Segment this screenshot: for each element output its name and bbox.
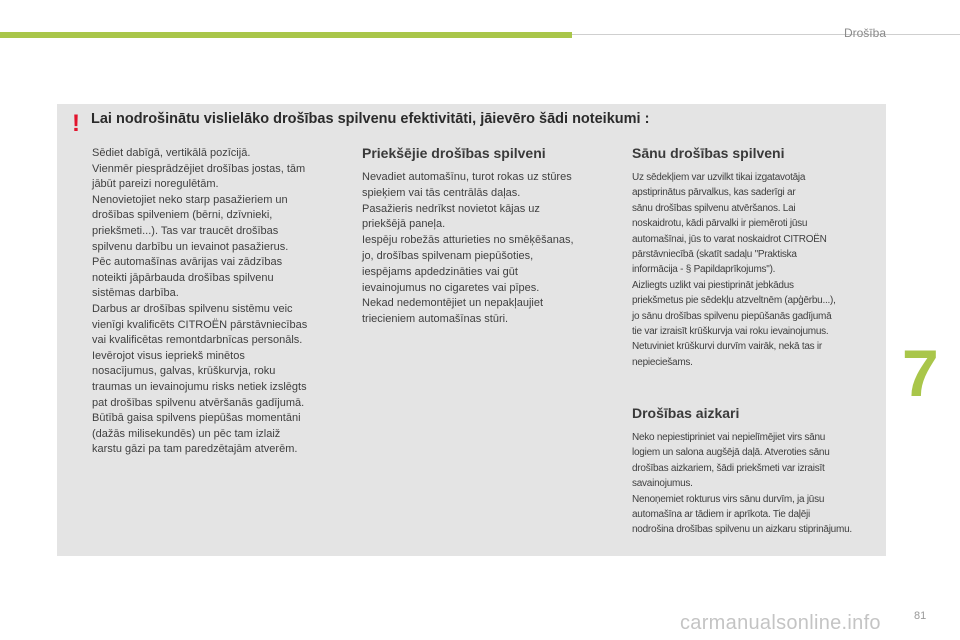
- side-airbags-section: [632, 144, 887, 370]
- text-line: Vienmēr piesprādzējiet drošības jostas, tām: [92, 162, 306, 175]
- text-line: Pēc automašīnas avārijas vai zādzības: [92, 256, 283, 269]
- front-airbags-text: [362, 170, 617, 328]
- text-line: vai kvalificētas remontdarbnīcas personāls.: [92, 334, 303, 347]
- text-line: noskaidrotu, kādi pārvalki ir piemēroti jūsu: [632, 218, 808, 230]
- text-line: Nenoņemiet rokturus virs sānu durvīm, ja jūsu: [632, 493, 825, 505]
- side-airbags-text: [632, 170, 887, 370]
- curtain-airbags-section: [632, 404, 887, 538]
- text-line: Ievērojot visus iepriekš minētos: [92, 349, 245, 362]
- warning-headline: Lai nodrošinātu vislielāko drošības spilvenu efektivitāti, jāievēro šādi noteikumi :: [91, 111, 650, 127]
- text-line: iespējams apdedzināties vai gūt: [362, 265, 518, 278]
- text-line: (dažās milisekundēs) un pēc tam izlaiž: [92, 427, 281, 440]
- text-line: Neko nepiestipriniet vai nepielīmējiet virs sānu: [632, 432, 826, 443]
- text-line: priekšmeti...). Tas var traucēt drošības: [92, 224, 279, 237]
- text-line: automašīna ar tādiem ir aprīkota. Tie daļēji: [632, 509, 810, 521]
- text-line: Aizliegts uzlikt vai piestiprināt jebkādus: [632, 279, 794, 291]
- text-line: sistēmas darbība.: [92, 287, 179, 300]
- text-line: spieķiem vai tās centrālās daļas.: [362, 186, 521, 199]
- text-line: traumas un ievainojumu risks netiek izslēgts: [92, 380, 307, 393]
- text-line: drošības aizkariem, šādi priekšmeti var izraisīt: [632, 462, 825, 474]
- text-line: informācija - § Papildaprīkojums").: [632, 264, 776, 276]
- text-line: triecieniem automašīnas stūri.: [362, 313, 509, 326]
- text-line: jābūt pareizi noregulētām.: [92, 178, 219, 191]
- text-line: automašīnai, jūs to varat noskaidrot CITROËN: [632, 233, 827, 245]
- curtain-airbags-heading: Drošības aizkari: [632, 405, 740, 421]
- text-line: priekšmetus pie sēdekļu atzveltnēm (apģērbu...),: [632, 295, 836, 307]
- front-airbags-section: [362, 144, 617, 328]
- text-line: savainojumus.: [632, 478, 693, 490]
- text-line: apstiprinātus pārvalkus, kas saderīgi ar: [632, 187, 796, 199]
- curtain-airbags-text: [632, 430, 887, 538]
- text-line: Sēdiet dabīgā, vertikālā pozīcijā.: [92, 147, 251, 159]
- text-line: nepieciešams.: [632, 356, 693, 368]
- header-accent-bar: [0, 32, 572, 38]
- side-airbags-heading: Sānu drošības spilveni: [632, 145, 785, 161]
- text-line: karstu gāzi pa tam paredzētajām atverēm.: [92, 443, 298, 456]
- text-line: vienīgi kvalificēts CITROËN pārstāvniecības: [92, 318, 308, 331]
- text-line: spilvenu darbību un ievainot pasažierus.: [92, 240, 289, 253]
- text-line: priekšējā paneļa.: [362, 218, 446, 231]
- text-line: nodrošina drošības spilvenu un aizkaru stiprinājumu.: [632, 524, 852, 536]
- watermark: carmanualsonline.info: [680, 612, 881, 634]
- section-title: Drošība: [843, 26, 886, 40]
- text-line: jo sānu drošības spilvenu piepūšanās gadījumā: [632, 310, 832, 322]
- text-line: Nekad nedemontējiet un nepakļaujiet: [362, 297, 544, 310]
- page-number: 81: [914, 610, 927, 622]
- text-line: tie var izraisīt krūškurvja vai roku ievainojumus.: [632, 326, 829, 338]
- text-line: nosacījumus, galvas, krūškurvja, roku: [92, 365, 276, 378]
- text-line: Nevadiet automašīnu, turot rokas uz stūres: [362, 171, 572, 183]
- text-line: jo, drošības spilvenam piepūšoties,: [362, 249, 534, 262]
- text-line: logiem un salona augšējā daļā. Atveroties sānu: [632, 447, 830, 459]
- text-line: sānu drošības spilvenu atvēršanos. Lai: [632, 202, 796, 214]
- front-airbags-heading: Priekšējie drošības spilveni: [362, 145, 546, 161]
- text-line: noteikti jāpārbauda drošības spilvenu: [92, 271, 274, 284]
- text-line: Būtībā gaisa spilvens piepūšas momentāni: [92, 412, 301, 425]
- text-line: Darbus ar drošības spilvenu sistēmu veic: [92, 302, 293, 315]
- text-line: pārstāvniecībā (skatīt sadaļu "Praktiska: [632, 249, 797, 261]
- text-line: Uz sēdekļiem var uzvilkt tikai izgatavotāja: [632, 172, 806, 183]
- chapter-number: 7: [902, 336, 939, 410]
- text-line: pat drošības spilvenu atvēršanās gadījumā.: [92, 396, 305, 409]
- text-line: Netuviniet krūškurvi durvīm vairāk, nekā tas ir: [632, 341, 822, 353]
- warning-icon: !: [72, 110, 80, 137]
- general-rules-column: [92, 146, 347, 458]
- text-line: Iespēju robežās atturieties no smēķēšanas,: [362, 234, 574, 247]
- text-line: Nenovietojiet neko starp pasažieriem un: [92, 193, 288, 206]
- text-line: Pasažieris nedrīkst novietot kājas uz: [362, 202, 540, 215]
- text-line: ievainojumus no cigaretes vai pīpes.: [362, 281, 540, 294]
- header-rule: [572, 34, 960, 35]
- text-line: drošības spilveniem (bērni, dzīvnieki,: [92, 209, 273, 222]
